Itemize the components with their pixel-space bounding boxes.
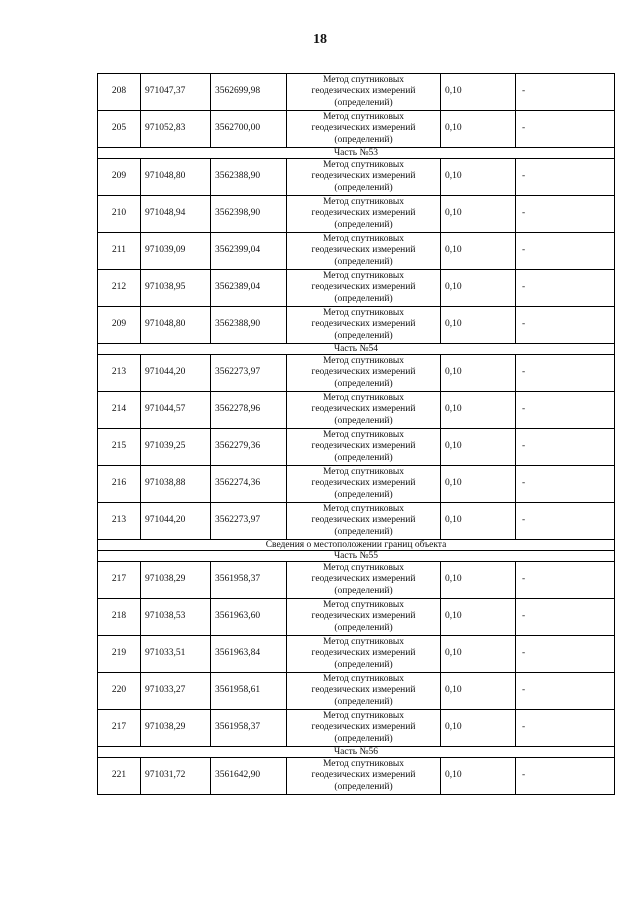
- method-label-line: геодезических измерений: [311, 478, 416, 489]
- x-coordinate-cell: 971038,95: [141, 270, 211, 307]
- method-label-line: (определений): [334, 415, 393, 426]
- method-label-line: геодезических измерений: [311, 441, 416, 452]
- y-coordinate-cell: 3562398,90: [211, 196, 287, 233]
- method-cell: [287, 429, 441, 466]
- y-coordinate-cell: 3562399,04: [211, 233, 287, 270]
- method-cell: [287, 233, 441, 270]
- x-coordinate-cell: 971039,25: [141, 429, 211, 466]
- method-cell: [287, 673, 441, 710]
- method-label-line: геодезических измерений: [311, 722, 416, 733]
- method-label-line: (определений): [334, 452, 393, 463]
- table-row: [98, 503, 615, 540]
- method-cell: [287, 270, 441, 307]
- y-coordinate-cell: 3562279,36: [211, 429, 287, 466]
- accuracy-cell: 0,10: [441, 74, 516, 111]
- method-label-line: (определений): [334, 293, 393, 304]
- note-cell: -: [516, 307, 615, 344]
- method-label-line: Метод спутниковых: [322, 355, 405, 366]
- method-cell: [287, 74, 441, 111]
- x-coordinate-cell: 971038,29: [141, 710, 211, 747]
- accuracy-cell: 0,10: [441, 233, 516, 270]
- method-label-line: геодезических измерений: [311, 208, 416, 219]
- method-cell: [287, 111, 441, 148]
- method-label-line: геодезических измерений: [311, 171, 416, 182]
- x-coordinate-cell: 971048,80: [141, 159, 211, 196]
- note-cell: -: [516, 159, 615, 196]
- x-coordinate-cell: 971038,53: [141, 599, 211, 636]
- point-number-cell: 217: [98, 562, 141, 599]
- method-label-line: (определений): [334, 622, 393, 633]
- method-cell: [287, 466, 441, 503]
- table-row: [98, 429, 615, 466]
- note-cell: -: [516, 758, 615, 795]
- note-cell: -: [516, 673, 615, 710]
- note-cell: -: [516, 710, 615, 747]
- method-label-line: геодезических измерений: [311, 515, 416, 526]
- method-label-line: Метод спутниковых: [322, 111, 405, 122]
- point-number-cell: 218: [98, 599, 141, 636]
- x-coordinate-cell: 971039,09: [141, 233, 211, 270]
- note-cell: -: [516, 392, 615, 429]
- page-number: 18: [313, 32, 327, 47]
- y-coordinate-cell: 3561963,84: [211, 636, 287, 673]
- point-number-cell: 205: [98, 111, 141, 148]
- section-title: Часть №53: [98, 148, 615, 159]
- y-coordinate-cell: 3562388,90: [211, 159, 287, 196]
- y-coordinate-cell: 3561963,60: [211, 599, 287, 636]
- method-label-line: (определений): [334, 659, 393, 670]
- method-cell: [287, 758, 441, 795]
- y-coordinate-cell: 3562699,98: [211, 74, 287, 111]
- method-label-line: (определений): [334, 585, 393, 596]
- method-label-line: (определений): [334, 134, 393, 145]
- point-number-cell: 209: [98, 307, 141, 344]
- table-row: [98, 673, 615, 710]
- note-cell: -: [516, 466, 615, 503]
- point-number-cell: 210: [98, 196, 141, 233]
- section-title: Часть №55: [98, 551, 615, 562]
- y-coordinate-cell: 3561958,61: [211, 673, 287, 710]
- y-coordinate-cell: 3562388,90: [211, 307, 287, 344]
- method-cell: [287, 355, 441, 392]
- x-coordinate-cell: 971033,51: [141, 636, 211, 673]
- method-label-line: геодезических измерений: [311, 319, 416, 330]
- method-label-line: геодезических измерений: [311, 611, 416, 622]
- coordinates-table: [97, 73, 615, 795]
- x-coordinate-cell: 971048,94: [141, 196, 211, 233]
- method-label-line: геодезических измерений: [311, 404, 416, 415]
- method-label-line: (определений): [334, 733, 393, 744]
- y-coordinate-cell: 3562700,00: [211, 111, 287, 148]
- accuracy-cell: 0,10: [441, 159, 516, 196]
- method-label-line: Метод спутниковых: [322, 599, 405, 610]
- method-label-line: (определений): [334, 97, 393, 108]
- accuracy-cell: 0,10: [441, 466, 516, 503]
- point-number-cell: 209: [98, 159, 141, 196]
- x-coordinate-cell: 971031,72: [141, 758, 211, 795]
- table-row: [98, 392, 615, 429]
- note-cell: -: [516, 562, 615, 599]
- accuracy-cell: 0,10: [441, 562, 516, 599]
- note-cell: -: [516, 355, 615, 392]
- accuracy-cell: 0,10: [441, 599, 516, 636]
- x-coordinate-cell: 971044,57: [141, 392, 211, 429]
- method-cell: [287, 599, 441, 636]
- method-label-line: Метод спутниковых: [322, 562, 405, 573]
- section-title: Часть №54: [98, 344, 615, 355]
- method-label-line: Метод спутниковых: [322, 673, 405, 684]
- table-row: [98, 758, 615, 795]
- point-number-cell: 219: [98, 636, 141, 673]
- method-label-line: Метод спутниковых: [322, 159, 405, 170]
- method-label-line: Метод спутниковых: [322, 196, 405, 207]
- point-number-cell: 212: [98, 270, 141, 307]
- table-row: [98, 562, 615, 599]
- table-row: [98, 307, 615, 344]
- method-label-line: Метод спутниковых: [322, 74, 405, 85]
- method-label-line: (определений): [334, 526, 393, 537]
- point-number-cell: 213: [98, 503, 141, 540]
- table-row: [98, 196, 615, 233]
- method-label-line: Метод спутниковых: [322, 466, 405, 477]
- note-cell: -: [516, 270, 615, 307]
- point-number-cell: 216: [98, 466, 141, 503]
- y-coordinate-cell: 3562389,04: [211, 270, 287, 307]
- section-title: Сведения о местоположении границ объекта: [98, 540, 615, 551]
- x-coordinate-cell: 971038,88: [141, 466, 211, 503]
- table-row: [98, 636, 615, 673]
- x-coordinate-cell: 971044,20: [141, 355, 211, 392]
- accuracy-cell: 0,10: [441, 758, 516, 795]
- method-label-line: геодезических измерений: [311, 282, 416, 293]
- method-cell: [287, 392, 441, 429]
- method-cell: [287, 307, 441, 344]
- method-label-line: геодезических измерений: [311, 245, 416, 256]
- table-row: [98, 466, 615, 503]
- method-label-line: (определений): [334, 378, 393, 389]
- y-coordinate-cell: 3561642,90: [211, 758, 287, 795]
- x-coordinate-cell: 971047,37: [141, 74, 211, 111]
- method-cell: [287, 710, 441, 747]
- y-coordinate-cell: 3562274,36: [211, 466, 287, 503]
- method-label-line: Метод спутниковых: [322, 307, 405, 318]
- method-label-line: (определений): [334, 781, 393, 792]
- method-cell: [287, 196, 441, 233]
- method-label-line: Метод спутниковых: [322, 636, 405, 647]
- accuracy-cell: 0,10: [441, 673, 516, 710]
- method-label-line: Метод спутниковых: [322, 429, 405, 440]
- accuracy-cell: 0,10: [441, 111, 516, 148]
- method-label-line: геодезических измерений: [311, 685, 416, 696]
- table-row: [98, 355, 615, 392]
- method-label-line: (определений): [334, 696, 393, 707]
- method-cell: [287, 636, 441, 673]
- method-label-line: Метод спутниковых: [322, 503, 405, 514]
- note-cell: -: [516, 111, 615, 148]
- x-coordinate-cell: 971044,20: [141, 503, 211, 540]
- y-coordinate-cell: 3562278,96: [211, 392, 287, 429]
- method-label-line: Метод спутниковых: [322, 270, 405, 281]
- accuracy-cell: 0,10: [441, 355, 516, 392]
- table-row: [98, 233, 615, 270]
- y-coordinate-cell: 3562273,97: [211, 503, 287, 540]
- method-cell: [287, 159, 441, 196]
- y-coordinate-cell: 3561958,37: [211, 710, 287, 747]
- table-body: [98, 74, 615, 795]
- section-title: Часть №56: [98, 747, 615, 758]
- method-label-line: геодезических измерений: [311, 770, 416, 781]
- method-label-line: (определений): [334, 256, 393, 267]
- accuracy-cell: 0,10: [441, 429, 516, 466]
- section-header-row: [98, 747, 615, 758]
- table-row: [98, 599, 615, 636]
- accuracy-cell: 0,10: [441, 710, 516, 747]
- point-number-cell: 215: [98, 429, 141, 466]
- method-cell: [287, 562, 441, 599]
- method-label-line: Метод спутниковых: [322, 392, 405, 403]
- point-number-cell: 208: [98, 74, 141, 111]
- method-label-line: геодезических измерений: [311, 123, 416, 134]
- method-label-line: Метод спутниковых: [322, 233, 405, 244]
- accuracy-cell: 0,10: [441, 307, 516, 344]
- section-header-row: [98, 551, 615, 562]
- point-number-cell: 220: [98, 673, 141, 710]
- point-number-cell: 213: [98, 355, 141, 392]
- y-coordinate-cell: 3562273,97: [211, 355, 287, 392]
- accuracy-cell: 0,10: [441, 636, 516, 673]
- method-label-line: (определений): [334, 330, 393, 341]
- method-label-line: геодезических измерений: [311, 574, 416, 585]
- section-header-row: [98, 148, 615, 159]
- accuracy-cell: 0,10: [441, 270, 516, 307]
- point-number-cell: 211: [98, 233, 141, 270]
- method-label-line: геодезических измерений: [311, 367, 416, 378]
- point-number-cell: 214: [98, 392, 141, 429]
- y-coordinate-cell: 3561958,37: [211, 562, 287, 599]
- point-number-cell: 221: [98, 758, 141, 795]
- section-header-row: [98, 344, 615, 355]
- accuracy-cell: 0,10: [441, 503, 516, 540]
- accuracy-cell: 0,10: [441, 196, 516, 233]
- x-coordinate-cell: 971048,80: [141, 307, 211, 344]
- table-row: [98, 111, 615, 148]
- note-cell: -: [516, 636, 615, 673]
- method-label-line: Метод спутниковых: [322, 758, 405, 769]
- table-row: [98, 270, 615, 307]
- note-cell: -: [516, 503, 615, 540]
- note-cell: -: [516, 196, 615, 233]
- note-cell: -: [516, 74, 615, 111]
- method-label-line: геодезических измерений: [311, 86, 416, 97]
- method-label-line: Метод спутниковых: [322, 710, 405, 721]
- x-coordinate-cell: 971052,83: [141, 111, 211, 148]
- note-cell: -: [516, 599, 615, 636]
- point-number-cell: 217: [98, 710, 141, 747]
- note-cell: -: [516, 429, 615, 466]
- method-label-line: (определений): [334, 182, 393, 193]
- table-row: [98, 74, 615, 111]
- x-coordinate-cell: 971033,27: [141, 673, 211, 710]
- method-label-line: геодезических измерений: [311, 648, 416, 659]
- section-header-row: [98, 540, 615, 551]
- table-row: [98, 159, 615, 196]
- accuracy-cell: 0,10: [441, 392, 516, 429]
- method-label-line: (определений): [334, 489, 393, 500]
- method-label-line: (определений): [334, 219, 393, 230]
- note-cell: -: [516, 233, 615, 270]
- x-coordinate-cell: 971038,29: [141, 562, 211, 599]
- method-cell: [287, 503, 441, 540]
- table-row: [98, 710, 615, 747]
